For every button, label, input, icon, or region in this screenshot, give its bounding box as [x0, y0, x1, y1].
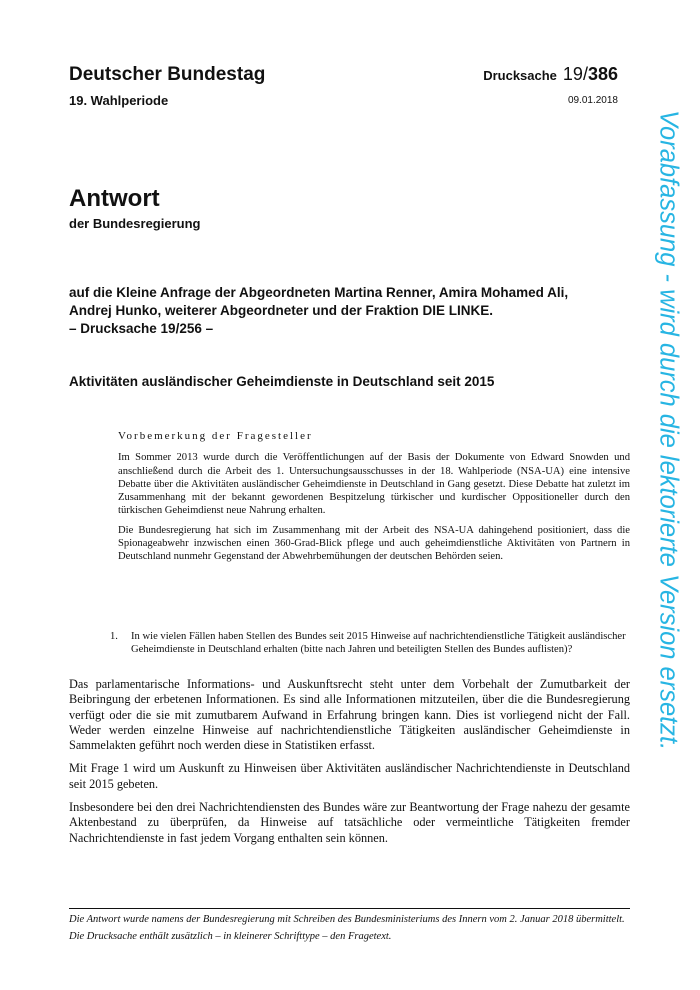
preliminary-paragraph: Im Sommer 2013 wurde durch die Veröffentlichungen auf der Basis der Dokumente von Edward Snowden und anschließend durch die Arbeit des 1. Untersuchungsausschusses in der 18. Wahlperiode (NSA-UA) eine intensive Debatte über die Aktivitäten ausländischer Geheimdienste in Deutschland in Gang gesetzt. Diese Debatte hat zuletzt im Zusammenhang mit der bekannt gewordenen Bespitzelung türkischer und kurdischer Oppositioneller durch den türkischen Geheimdienst neue Nahrung erhalten.	[118, 452, 630, 517]
footer-note: Die Drucksache enthält zusätzlich – in kleinerer Schrifttype – den Fragetext.	[69, 931, 392, 942]
inquiry-line: Andrej Hunko, weiterer Abgeordneter und der Fraktion DIE LINKE.	[69, 303, 494, 318]
answer-paragraph: Das parlamentarische Informations- und Auskunftsrecht steht unter dem Vorbehalt der Zumutbarkeit der Beibringung der erbetenen Informationen. Es sind alle Informationen mitzuteilen, über die die Bundesregierung verfügt oder die sie mit zumutbarem Aufwand in Erfahrung bringen kann. Dies ist vorliegend nicht der Fall. Weder werden einzelne Hinweise auf nachrichtendienstliche Tätigkeiten ausländischer Geheimdienste in Sammelakten geführt noch werden diese in Statistiken erfasst.	[69, 677, 630, 753]
organization-name: Deutscher Bundestag	[69, 64, 266, 85]
preliminary-paragraph: Die Bundesregierung hat sich im Zusammenhang mit der Arbeit des NSA-UA dahingehend positioniert, dass die Spionageabwehr inzwischen einen 360-Grad-Blick pflege und auch geheimdienstliche Aktivitäten von Partnern in Deutschland nunmehr Gegenstand der Abwehrbemühungen der deutschen Behörden seien.	[118, 524, 630, 563]
answer-paragraph: Insbesondere bei den drei Nachrichtendiensten des Bundes wäre zur Beantwortung der Frage nahezu der gesamte Aktenbestand zu überprüfen, da Hinweise auf tatsächliche oder vermeintliche Tätigkeiten fremder Nachrichtendienste in fast jedem Vorgang enthalten sein können.	[69, 800, 630, 845]
question-1	[110, 630, 630, 657]
draft-watermark: Vorabfassung - wird durch die lektorierte Version ersetzt.	[654, 110, 683, 751]
footer-note: Die Antwort wurde namens der Bundesregierung mit Schreiben des Bundesministeriums des Innern vom 2. Januar 2018 übermittelt.	[69, 914, 625, 925]
answer-paragraph: Mit Frage 1 wird um Auskunft zu Hinweisen über Aktivitäten ausländischer Nachrichtendienste in Deutschland seit 2015 gebeten.	[69, 761, 630, 791]
question-number: 1.	[110, 631, 118, 642]
drucksache-number	[483, 64, 618, 85]
preliminary-remark	[118, 430, 630, 570]
inquiry-line: auf die Kleine Anfrage der Abgeordneten Martina Renner, Amira Mohamed Ali,	[69, 285, 569, 300]
answer-body	[69, 677, 630, 854]
drucksache-number-prefix: 19/	[562, 64, 588, 84]
inquiry-reference	[69, 284, 629, 338]
topic-heading: Aktivitäten ausländischer Geheimdienste in Deutschland seit 2015	[69, 374, 495, 389]
footer-notes	[69, 913, 630, 947]
question-text: In wie vielen Fällen haben Stellen des Bundes seit 2015 Hinweise auf nachrichtendienstliche Tätigkeit ausländischer Geheimdienste in Deutschland erhalten (bitte nach Jahren und beteiligten Stellen des Bundes auflisten)?	[131, 631, 626, 656]
drucksache-label: Drucksache	[483, 68, 557, 83]
document-subtitle: der Bundesregierung	[69, 216, 201, 231]
legislative-period: 19. Wahlperiode	[69, 93, 169, 108]
inquiry-line: – Drucksache 19/256 –	[69, 321, 214, 336]
drucksache-number-suffix: 386	[587, 64, 618, 84]
preliminary-remark-heading: Vorbemerkung der Fragesteller	[118, 430, 313, 442]
footer-divider	[69, 908, 630, 909]
document-title: Antwort	[69, 185, 160, 212]
document-date: 09.01.2018	[567, 95, 618, 106]
